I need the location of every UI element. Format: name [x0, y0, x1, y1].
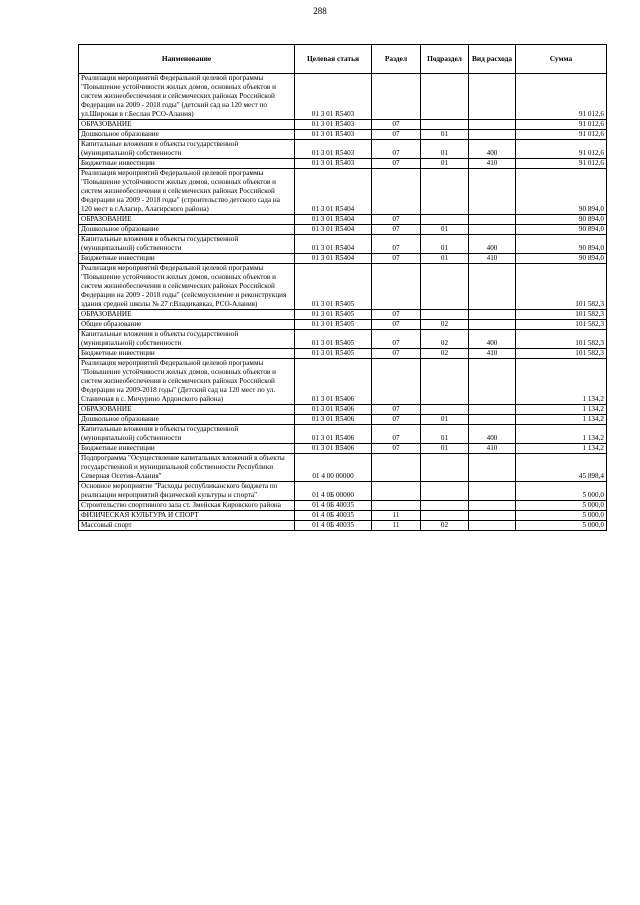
row-sum-cell: 5 000,0: [516, 511, 607, 521]
table-row: [79, 511, 607, 521]
row-expense-type-cell: [469, 405, 516, 415]
row-sum-cell: 91 012,6: [516, 120, 607, 130]
row-section-cell: 07: [372, 405, 421, 415]
row-name-cell: Реализация мероприятий Федеральной целевой программы "Повышение устойчивости жилых домов, основных объектов и систем жизнеобеспечения в сейсмических районах Российской Федерации на 2009 - 2018 годы" (строительство детского сада на 120 мест в г.Алагир, Алагирского района): [79, 169, 295, 215]
row-expense-type-cell: [469, 74, 516, 120]
row-sum-cell: 90 894,0: [516, 169, 607, 215]
row-subsection-cell: 01: [421, 415, 469, 425]
page-number: 288: [313, 6, 327, 16]
header-expense-type: Вид расхода: [469, 45, 516, 74]
row-article-cell: 01 4 0Б 40035: [295, 521, 372, 531]
row-section-cell: 07: [372, 140, 421, 159]
row-article-cell: 01 3 01 R5405: [295, 320, 372, 330]
row-sum-cell: 91 012,6: [516, 159, 607, 169]
row-section-cell: 07: [372, 349, 421, 359]
row-section-cell: 07: [372, 215, 421, 225]
row-section-cell: 07: [372, 330, 421, 349]
row-subsection-cell: 01: [421, 235, 469, 254]
table-row: [79, 215, 607, 225]
row-expense-type-cell: [469, 454, 516, 482]
row-section-cell: [372, 359, 421, 405]
row-section-cell: 07: [372, 159, 421, 169]
row-name-cell: Общее образование: [79, 320, 295, 330]
row-subsection-cell: [421, 120, 469, 130]
row-sum-cell: 1 134,2: [516, 359, 607, 405]
row-section-cell: 07: [372, 444, 421, 454]
row-expense-type-cell: [469, 225, 516, 235]
row-article-cell: 01 3 01 R5403: [295, 74, 372, 120]
table-row: [79, 130, 607, 140]
row-sum-cell: 90 894,0: [516, 225, 607, 235]
row-expense-type-cell: [469, 169, 516, 215]
row-expense-type-cell: [469, 521, 516, 531]
row-subsection-cell: [421, 511, 469, 521]
table-row: [79, 225, 607, 235]
table-row: [79, 405, 607, 415]
row-sum-cell: 5 000,0: [516, 521, 607, 531]
row-name-cell: ФИЗИЧЕСКАЯ КУЛЬТУРА И СПОРТ: [79, 511, 295, 521]
header-name: Наименование: [79, 45, 295, 74]
table-row: [79, 169, 607, 215]
row-name-cell: Бюджетные инвестиции: [79, 254, 295, 264]
row-article-cell: 01 4 0Б 00000: [295, 482, 372, 501]
row-sum-cell: 5 000,0: [516, 482, 607, 501]
row-name-cell: ОБРАЗОВАНИЕ: [79, 120, 295, 130]
row-expense-type-cell: 410: [469, 349, 516, 359]
row-sum-cell: 1 134,2: [516, 405, 607, 415]
table-row: [79, 140, 607, 159]
row-expense-type-cell: [469, 130, 516, 140]
table-row: [79, 444, 607, 454]
row-article-cell: 01 3 01 R5403: [295, 120, 372, 130]
table-row: [79, 330, 607, 349]
row-section-cell: [372, 454, 421, 482]
row-article-cell: 01 3 01 R5405: [295, 264, 372, 310]
row-section-cell: 11: [372, 511, 421, 521]
table-row: [79, 74, 607, 120]
row-expense-type-cell: [469, 310, 516, 320]
row-sum-cell: 45 898,4: [516, 454, 607, 482]
row-subsection-cell: 01: [421, 254, 469, 264]
row-sum-cell: 91 012,6: [516, 140, 607, 159]
row-article-cell: 01 3 01 R5406: [295, 359, 372, 405]
row-article-cell: 01 3 01 R5406: [295, 425, 372, 444]
row-expense-type-cell: 410: [469, 159, 516, 169]
row-section-cell: 07: [372, 415, 421, 425]
table-row: [79, 310, 607, 320]
row-name-cell: Бюджетные инвестиции: [79, 349, 295, 359]
row-sum-cell: 1 134,2: [516, 415, 607, 425]
row-subsection-cell: [421, 264, 469, 310]
table-row: [79, 482, 607, 501]
table-row: [79, 159, 607, 169]
row-name-cell: Капитальные вложения в объекты государственной (муниципальной) собственности: [79, 235, 295, 254]
table-row: [79, 454, 607, 482]
row-section-cell: 07: [372, 254, 421, 264]
row-subsection-cell: [421, 501, 469, 511]
row-article-cell: 01 3 01 R5404: [295, 225, 372, 235]
row-sum-cell: 90 894,0: [516, 254, 607, 264]
row-sum-cell: 90 894,0: [516, 215, 607, 225]
row-sum-cell: 5 000,0: [516, 501, 607, 511]
table-header-row: [79, 45, 607, 74]
row-name-cell: Подпрограмма "Осуществление капитальных вложений в объекты государственной и муниципальной собственности Республики Северная Осетия-Алания": [79, 454, 295, 482]
row-section-cell: 07: [372, 130, 421, 140]
row-name-cell: Основное мероприятие "Расходы республиканского бюджета по реализации мероприятий физической культуры и спорта": [79, 482, 295, 501]
table-row: [79, 320, 607, 330]
row-article-cell: 01 3 01 R5403: [295, 130, 372, 140]
row-section-cell: 07: [372, 120, 421, 130]
row-name-cell: ОБРАЗОВАНИЕ: [79, 405, 295, 415]
row-subsection-cell: [421, 74, 469, 120]
row-article-cell: 01 3 01 R5405: [295, 310, 372, 320]
row-name-cell: Реализация мероприятий Федеральной целевой программы "Повышение устойчивости жилых домов, основных объектов и систем жизнеобеспечения в сейсмических районах Российской Федерации на 2009 - 2018 годы" (детский сад на 120 мест по ул.Широкая в г.Беслан РСО-Алания): [79, 74, 295, 120]
table-row: [79, 254, 607, 264]
row-expense-type-cell: 400: [469, 330, 516, 349]
row-subsection-cell: [421, 405, 469, 415]
header-subsection: Подраздел: [421, 45, 469, 74]
row-subsection-cell: [421, 359, 469, 405]
table-row: [79, 235, 607, 254]
row-subsection-cell: [421, 454, 469, 482]
row-subsection-cell: 01: [421, 225, 469, 235]
row-article-cell: 01 3 01 R5406: [295, 405, 372, 415]
row-article-cell: 01 4 0Б 40035: [295, 511, 372, 521]
row-subsection-cell: 01: [421, 130, 469, 140]
header-article: Целевая статья: [295, 45, 372, 74]
row-subsection-cell: 01: [421, 444, 469, 454]
row-expense-type-cell: [469, 264, 516, 310]
row-section-cell: 07: [372, 235, 421, 254]
row-sum-cell: 1 134,2: [516, 444, 607, 454]
row-expense-type-cell: 400: [469, 425, 516, 444]
row-expense-type-cell: [469, 320, 516, 330]
row-section-cell: [372, 264, 421, 310]
row-article-cell: 01 3 01 R5405: [295, 330, 372, 349]
row-name-cell: Строительство спортивного зала ст. Змейская Кировского района: [79, 501, 295, 511]
table-row: [79, 521, 607, 531]
row-name-cell: Капитальные вложения в объекты государственной (муниципальной) собственности: [79, 330, 295, 349]
row-sum-cell: 90 894,0: [516, 235, 607, 254]
row-section-cell: 07: [372, 425, 421, 444]
row-section-cell: [372, 74, 421, 120]
row-subsection-cell: [421, 310, 469, 320]
row-sum-cell: 101 582,3: [516, 320, 607, 330]
row-subsection-cell: 02: [421, 330, 469, 349]
row-name-cell: Массовый спорт: [79, 521, 295, 531]
row-name-cell: Дошкольное образование: [79, 130, 295, 140]
row-sum-cell: 91 012,6: [516, 130, 607, 140]
row-section-cell: [372, 482, 421, 501]
row-subsection-cell: 01: [421, 159, 469, 169]
row-name-cell: ОБРАЗОВАНИЕ: [79, 310, 295, 320]
table-row: [79, 415, 607, 425]
row-expense-type-cell: 400: [469, 235, 516, 254]
row-expense-type-cell: [469, 215, 516, 225]
row-subsection-cell: [421, 215, 469, 225]
row-name-cell: Капитальные вложения в объекты государственной (муниципальной) собственности: [79, 140, 295, 159]
table-row: [79, 501, 607, 511]
row-article-cell: 01 3 01 R5403: [295, 159, 372, 169]
row-expense-type-cell: [469, 482, 516, 501]
row-section-cell: [372, 501, 421, 511]
row-name-cell: Дошкольное образование: [79, 415, 295, 425]
row-subsection-cell: 01: [421, 425, 469, 444]
row-article-cell: 01 3 01 R5404: [295, 215, 372, 225]
row-sum-cell: 1 134,2: [516, 425, 607, 444]
row-section-cell: 11: [372, 521, 421, 531]
row-sum-cell: 101 582,3: [516, 349, 607, 359]
row-article-cell: 01 3 01 R5404: [295, 235, 372, 254]
row-sum-cell: 101 582,3: [516, 310, 607, 320]
row-subsection-cell: 02: [421, 349, 469, 359]
row-subsection-cell: [421, 169, 469, 215]
row-expense-type-cell: [469, 359, 516, 405]
row-name-cell: Бюджетные инвестиции: [79, 159, 295, 169]
row-article-cell: 01 3 01 R5406: [295, 415, 372, 425]
row-article-cell: 01 3 01 R5405: [295, 349, 372, 359]
row-name-cell: Бюджетные инвестиции: [79, 444, 295, 454]
row-expense-type-cell: [469, 501, 516, 511]
row-name-cell: Дошкольное образование: [79, 225, 295, 235]
row-section-cell: 07: [372, 225, 421, 235]
row-article-cell: 01 3 01 R5403: [295, 140, 372, 159]
row-subsection-cell: [421, 482, 469, 501]
row-expense-type-cell: 400: [469, 140, 516, 159]
row-article-cell: 01 3 01 R5404: [295, 169, 372, 215]
row-article-cell: 01 4 00 00000: [295, 454, 372, 482]
row-article-cell: 01 4 0Б 40035: [295, 501, 372, 511]
row-name-cell: ОБРАЗОВАНИЕ: [79, 215, 295, 225]
row-subsection-cell: 02: [421, 521, 469, 531]
header-section: Раздел: [372, 45, 421, 74]
row-expense-type-cell: 410: [469, 444, 516, 454]
row-name-cell: Реализация мероприятий Федеральной целевой программы "Повышение устойчивости жилых домов, основных объектов и систем жизнеобеспечения в сейсмических районах Российской Федерации на 2009-2018 годы" (Детский сад на 120 мест по ул. Станичная в с. Мичурино Ардонского района): [79, 359, 295, 405]
row-section-cell: [372, 169, 421, 215]
budget-table: [78, 44, 607, 531]
header-sum: Сумма: [516, 45, 607, 74]
table-row: [79, 425, 607, 444]
row-expense-type-cell: 410: [469, 254, 516, 264]
row-expense-type-cell: [469, 511, 516, 521]
row-section-cell: 07: [372, 310, 421, 320]
row-sum-cell: 91 012,6: [516, 74, 607, 120]
row-article-cell: 01 3 01 R5406: [295, 444, 372, 454]
row-article-cell: 01 3 01 R5404: [295, 254, 372, 264]
row-sum-cell: 101 582,3: [516, 264, 607, 310]
row-name-cell: Капитальные вложения в объекты государственной (муниципальной) собственности: [79, 425, 295, 444]
table-row: [79, 120, 607, 130]
table-row: [79, 359, 607, 405]
row-subsection-cell: 02: [421, 320, 469, 330]
row-name-cell: Реализация мероприятий Федеральной целевой программы "Повышение устойчивости жилых домов, основных объектов и систем жизнеобеспечения в сейсмических районах Российской Федерации на 2009 - 2018 годы" (сейсмоусиление и реконструкция здания средней школы № 27 г.Владикавказ, РСО-Алания): [79, 264, 295, 310]
row-expense-type-cell: [469, 415, 516, 425]
table-row: [79, 349, 607, 359]
row-subsection-cell: 01: [421, 140, 469, 159]
row-section-cell: 07: [372, 320, 421, 330]
row-expense-type-cell: [469, 120, 516, 130]
row-sum-cell: 101 582,3: [516, 330, 607, 349]
table-row: [79, 264, 607, 310]
